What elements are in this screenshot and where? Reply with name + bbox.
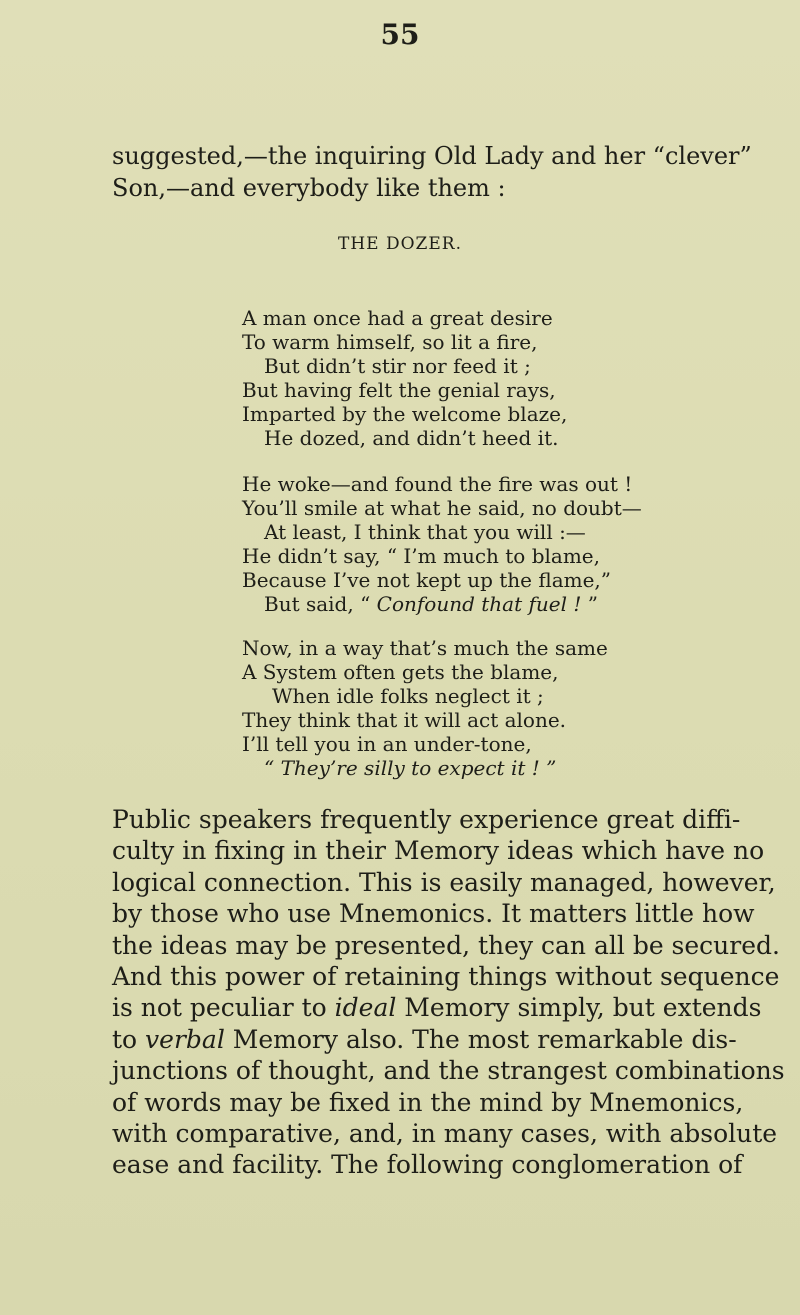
prose-line: junctions of thought, and the strangest combinations: [112, 1056, 785, 1086]
poem-stanza-3: [242, 636, 608, 780]
prose-text: Memory also. The most remarkable dis-: [224, 1024, 737, 1054]
poem-line: Because I’ve not kept up the flame,”: [242, 568, 612, 592]
poem-line: But having felt the genial rays,: [242, 378, 556, 402]
poem-line: A System often gets the blame,: [242, 660, 559, 684]
prose-line: by those who use Mnemonics. It matters little how: [112, 899, 755, 929]
prose-line: [112, 1024, 782, 1055]
poem-line: At least, I think that you will :—: [264, 520, 586, 544]
prose-line: of words may be fixed in the mind by Mnemonics,: [112, 1087, 744, 1117]
poem-line: They think that it will act alone.: [242, 708, 567, 732]
poem-line-italic: “ They’re silly to expect it ! ”: [264, 756, 557, 780]
poem-line: [242, 756, 608, 780]
page-number: 55: [380, 18, 420, 51]
prose-text: is not peculiar to: [112, 993, 335, 1023]
poem-line: When idle folks neglect it ;: [272, 684, 544, 708]
intro-line: Son,—and everybody like them :: [112, 174, 506, 202]
poem-line: He dozed, and didn’t heed it.: [264, 426, 559, 450]
poem-line: You’ll smile at what he said, no doubt—: [242, 496, 642, 520]
poem-line: Imparted by the welcome blaze,: [242, 402, 568, 426]
prose-line: culty in fixing in their Memory ideas which have no: [112, 836, 765, 866]
poem-line: But said, “ Confound that fuel ! ”: [264, 592, 598, 616]
intro-line: suggested,—the inquiring Old Lady and her “clever”: [112, 142, 752, 170]
prose-italic-word: ideal: [334, 993, 397, 1023]
prose-line: Public speakers frequently experience great diffi-: [112, 805, 741, 834]
prose-line: ease and facility. The following conglomeration of: [112, 1150, 743, 1180]
poem-stanza-1: [242, 306, 567, 450]
prose-line: logical connection. This is easily managed, however,: [112, 867, 776, 897]
intro-paragraph: [112, 140, 782, 204]
poem-line: To warm himself, so lit a fire,: [242, 330, 538, 354]
prose-text: to: [112, 1024, 146, 1054]
poem-stanza-2: [242, 472, 642, 616]
poem-line: But didn’t stir nor feed it ;: [264, 354, 531, 378]
prose-paragraph: [112, 804, 785, 1181]
poem-line: I’ll tell you in an under-tone,: [242, 732, 532, 756]
prose-line: the ideas may be presented, they can all be secured.: [112, 930, 780, 960]
poem-line: A man once had a great desire: [242, 306, 553, 330]
poem-line: He didn’t say, “ I’m much to blame,: [242, 544, 600, 568]
poem-line-italic-ending: [242, 592, 642, 616]
prose-line: And this power of retaining things without sequence: [112, 962, 780, 992]
prose-line: [112, 992, 782, 1023]
prose-text: Memory simply, but extends: [396, 993, 762, 1023]
poem-title: THE DOZER.: [338, 234, 462, 254]
poem-line: Now, in a way that’s much the same: [242, 636, 608, 660]
poem-line: He woke—and found the fire was out !: [242, 472, 633, 496]
prose-italic-word: verbal: [145, 1024, 225, 1054]
prose-line: with comparative, and, in many cases, with absolute: [112, 1119, 778, 1149]
